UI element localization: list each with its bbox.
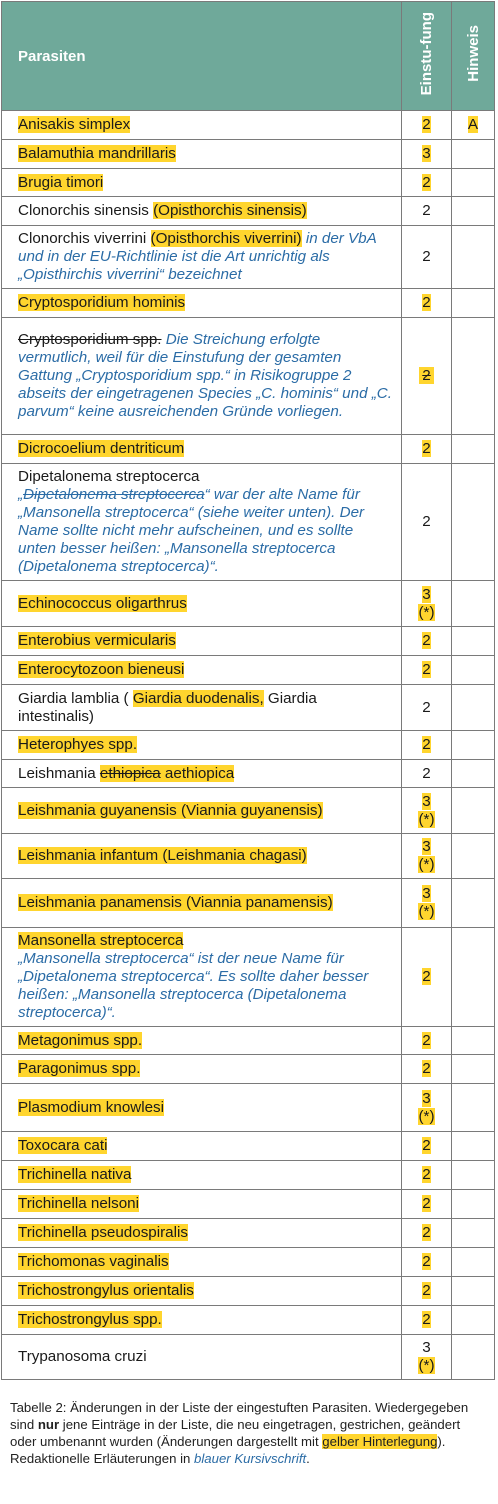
rating-cell <box>402 731 452 760</box>
table-row <box>2 788 495 834</box>
table-row <box>2 834 495 879</box>
rating-cell <box>402 1161 452 1190</box>
note-cell <box>452 140 495 169</box>
rating-cell <box>402 226 452 289</box>
parasite-name-cell <box>2 318 402 435</box>
parasite-name: Plasmodium knowlesi <box>18 1098 165 1116</box>
note-cell <box>452 435 495 464</box>
rating-cell <box>402 581 452 627</box>
note-cell <box>452 1055 495 1084</box>
rating-value: 2 <box>422 764 431 782</box>
note-cell <box>452 1084 495 1132</box>
editorial-quote: „ <box>18 486 24 503</box>
parasite-name: Balamuthia mandrillaris <box>18 145 176 162</box>
table-row <box>2 1027 495 1055</box>
parasite-name-cell <box>2 581 402 627</box>
header-parasites: Parasiten <box>2 2 402 111</box>
table-row <box>2 656 495 685</box>
rating-cell <box>402 788 452 834</box>
parasite-name: Metagonimus spp. <box>18 1031 143 1049</box>
parasite-name-cell <box>2 140 402 169</box>
header-rating <box>402 2 452 111</box>
note-cell <box>452 1335 495 1380</box>
note-cell <box>452 581 495 627</box>
rating-value: 2 <box>422 1253 431 1270</box>
rating-asterisk: (*) <box>418 903 435 920</box>
table-row <box>2 1219 495 1248</box>
table-row <box>2 685 495 731</box>
caption-text-2: jene Einträge in der Liste, die neu eingetragen, gestrichen, geändert oder umbenannt wurden (Änderungen dargestellt mit <box>10 1417 461 1449</box>
rating-cell <box>402 464 452 581</box>
table-row <box>2 1132 495 1161</box>
parasite-name: Leishmania <box>18 764 100 782</box>
rating-value: 2 <box>422 1311 431 1328</box>
rating-value: 3 <box>422 792 431 810</box>
table-row <box>2 1084 495 1132</box>
editorial-comment: „Mansonella streptocerca“ ist der neue Name für „Dipetalonema streptocerca“. Es sollte daher besser heißen: „Mansonella streptocerca (Dipetalonema streptocerca)“. <box>18 950 369 1021</box>
parasite-name-cell <box>2 169 402 197</box>
parasite-name-cell <box>2 760 402 788</box>
parasite-name: Echinococcus oligarthrus <box>18 594 187 612</box>
parasite-name: Dicrocoelium dentriticum <box>18 440 185 457</box>
note-cell <box>452 464 495 581</box>
rating-value: 3 <box>422 145 431 162</box>
parasite-name-cell <box>2 197 402 226</box>
rating-cell <box>402 685 452 731</box>
rating-asterisk: (*) <box>418 856 435 873</box>
rating-asterisk: (*) <box>418 810 435 828</box>
table-row <box>2 318 495 435</box>
parasite-table <box>1 1 495 1380</box>
rating-cell <box>402 1277 452 1306</box>
note-value: A <box>467 116 479 133</box>
parasite-name-cell <box>2 1161 402 1190</box>
parasite-name-cell <box>2 435 402 464</box>
parasite-name: Brugia timori <box>18 173 104 191</box>
parasite-name-cell <box>2 1306 402 1335</box>
parasite-name-cell <box>2 879 402 928</box>
table-row <box>2 879 495 928</box>
note-cell <box>452 788 495 834</box>
parasite-name: Cryptosporidium spp. <box>18 331 162 348</box>
rating-cell <box>402 1190 452 1219</box>
rating-value: 2 <box>422 173 431 191</box>
parasite-name: Anisakis simplex <box>18 116 131 133</box>
caption-note: blauer Kursivschrift <box>194 1451 307 1466</box>
parasite-name-cell <box>2 1190 402 1219</box>
rating-value: 2 <box>422 294 431 311</box>
rating-cell <box>402 834 452 879</box>
table-row <box>2 760 495 788</box>
header-rating-label: Einstu-fung <box>418 11 435 96</box>
parasite-name-cell <box>2 685 402 731</box>
table-row <box>2 111 495 140</box>
parasite-name: Giardia lamblia ( <box>18 689 129 707</box>
note-cell <box>452 1027 495 1055</box>
rating-value: 2 <box>422 1195 431 1212</box>
note-cell <box>452 627 495 656</box>
rating-value: 2 <box>422 116 431 133</box>
rating-cell <box>402 656 452 685</box>
parasite-name-cell <box>2 656 402 685</box>
rating-cell <box>402 1084 452 1132</box>
rating-value: 2 <box>422 1282 431 1299</box>
table-row <box>2 1306 495 1335</box>
rating-value: 2 <box>419 367 433 384</box>
rating-value: 2 <box>422 736 431 753</box>
parasite-name-cell <box>2 226 402 289</box>
note-cell <box>452 197 495 226</box>
parasite-name-highlight: aethiopica <box>160 764 235 782</box>
rating-value: 2 <box>422 968 431 985</box>
parasite-name-cell <box>2 1248 402 1277</box>
rating-value: 3 <box>422 885 431 902</box>
rating-cell <box>402 760 452 788</box>
parasite-name-cell <box>2 834 402 879</box>
parasite-name: Trypanosoma cruzi <box>18 1348 147 1365</box>
rating-cell <box>402 1027 452 1055</box>
parasite-name: Enterocytozoon bieneusi <box>18 661 185 678</box>
parasite-name-tail: Giardia intestinalis) <box>18 689 317 725</box>
parasite-name: Trichinella nativa <box>18 1166 132 1183</box>
parasite-name-cell <box>2 1055 402 1084</box>
table-row <box>2 928 495 1027</box>
parasite-name: Cryptosporidium hominis <box>18 294 186 311</box>
note-cell <box>452 1190 495 1219</box>
parasite-name-cell <box>2 464 402 581</box>
rating-value: 2 <box>422 1224 431 1241</box>
table-row <box>2 1335 495 1380</box>
rating-cell <box>402 318 452 435</box>
rating-cell <box>402 1132 452 1161</box>
parasite-name: Clonorchis sinensis <box>18 202 149 219</box>
rating-value: 3 <box>422 1339 431 1356</box>
parasite-name-cell <box>2 731 402 760</box>
parasite-name-cell <box>2 1132 402 1161</box>
note-cell <box>452 731 495 760</box>
parasite-name-cell <box>2 928 402 1027</box>
table-row <box>2 140 495 169</box>
parasite-name-cell <box>2 1084 402 1132</box>
editorial-comment: Die Streichung erfolgte vermutlich, weil für die Einstufung der gesamten Gattung „Cryptosporidium spp.“ in Risikogruppe 2 abseits der eingetragenen Species „C. hominis“ und „C. parvum“ keine ausreichenden Gründe vorliegen. <box>18 331 392 420</box>
rating-cell <box>402 111 452 140</box>
table-row <box>2 1248 495 1277</box>
table-row <box>2 627 495 656</box>
table-row <box>2 289 495 318</box>
parasite-name: Trichostrongylus spp. <box>18 1311 162 1328</box>
parasite-name-struck: ethiopica <box>99 764 161 782</box>
rating-cell <box>402 879 452 928</box>
table-row <box>2 1161 495 1190</box>
rating-value: 2 <box>422 248 431 265</box>
table-caption <box>10 1399 486 1467</box>
parasite-name: Leishmania guyanensis (Viannia guyanensis) <box>18 801 323 819</box>
rating-value: 2 <box>422 661 431 678</box>
parasite-name-cell <box>2 1335 402 1380</box>
caption-text-1: Tabelle 2: Änderungen in der Liste der eingestuften Parasiten. Wiedergegeben sind <box>10 1400 469 1432</box>
rating-asterisk: (*) <box>418 1357 435 1374</box>
parasite-name-cell <box>2 1219 402 1248</box>
note-cell <box>452 1132 495 1161</box>
parasite-name-cell <box>2 111 402 140</box>
parasite-name: Paragonimus spp. <box>18 1060 141 1077</box>
caption-text-3: ). Redaktionelle Erläuterungen in <box>10 1434 446 1466</box>
table-row <box>2 169 495 197</box>
parasite-name-highlight: (Opisthorchis viverrini) <box>150 230 302 247</box>
editorial-comment: in der VbA und in der EU-Richtlinie ist die Art unrichtig als „Opisthirchis viverrini“ bezeichnet <box>18 230 377 283</box>
table-row <box>2 197 495 226</box>
rating-cell <box>402 627 452 656</box>
parasite-name: Heterophyes spp. <box>18 736 138 753</box>
parasite-name: Enterobius vermicularis <box>18 632 176 649</box>
rating-cell <box>402 169 452 197</box>
parasite-name: Trichomonas vaginalis <box>18 1253 169 1270</box>
parasite-name-highlight: (Opisthorchis sinensis) <box>153 202 307 219</box>
note-cell <box>452 1219 495 1248</box>
parasite-name: Leishmania panamensis (Viannia panamensis) <box>18 894 333 911</box>
parasite-name: Toxocara cati <box>18 1137 108 1154</box>
rating-cell <box>402 197 452 226</box>
rating-value: 2 <box>422 1060 431 1077</box>
rating-asterisk: (*) <box>418 1107 435 1125</box>
header-note-label: Hinweis <box>464 25 482 82</box>
parasite-name: Mansonella streptocerca <box>18 932 184 949</box>
rating-cell <box>402 289 452 318</box>
table-row <box>2 464 495 581</box>
caption-text-4: . <box>306 1451 310 1466</box>
header-row <box>2 2 495 111</box>
table-row <box>2 435 495 464</box>
note-cell <box>452 685 495 731</box>
table-row <box>2 226 495 289</box>
rating-cell <box>402 435 452 464</box>
note-cell <box>452 169 495 197</box>
rating-asterisk: (*) <box>418 603 435 621</box>
rating-value: 2 <box>422 1137 431 1154</box>
table-row <box>2 1277 495 1306</box>
table-row <box>2 731 495 760</box>
rating-value: 2 <box>422 202 431 219</box>
parasite-name-cell <box>2 1027 402 1055</box>
table-row <box>2 1190 495 1219</box>
parasite-name: Dipetalonema streptocerca <box>18 468 200 485</box>
note-cell <box>452 318 495 435</box>
note-cell <box>452 226 495 289</box>
note-cell <box>452 111 495 140</box>
parasite-name: Clonorchis viverrini <box>18 230 147 247</box>
parasite-name-cell <box>2 627 402 656</box>
note-cell <box>452 1277 495 1306</box>
caption-highlight: gelber Hinterlegung <box>322 1434 438 1449</box>
note-cell <box>452 1306 495 1335</box>
rating-value: 2 <box>422 632 431 649</box>
table-row <box>2 1055 495 1084</box>
rating-cell <box>402 1248 452 1277</box>
parasite-name: Trichinella pseudospiralis <box>18 1224 188 1241</box>
note-cell <box>452 879 495 928</box>
note-cell <box>452 1161 495 1190</box>
rating-value: 2 <box>422 698 431 716</box>
note-cell <box>452 834 495 879</box>
parasite-name-cell <box>2 788 402 834</box>
rating-value: 2 <box>422 1166 431 1183</box>
rating-cell <box>402 1055 452 1084</box>
note-cell <box>452 1248 495 1277</box>
rating-value: 2 <box>422 1031 431 1049</box>
editorial-comment: “ war der alte Name für „Mansonella streptocerca“ (siehe weiter unten). Der Name sollte nicht mehr aufscheinen, und es sollte unten besser heißen: „Mansonella streptocerca (Dipetalonema streptocerca)“. <box>18 486 365 575</box>
header-note <box>452 2 495 111</box>
parasite-name-cell <box>2 289 402 318</box>
rating-value: 3 <box>422 1089 431 1107</box>
note-cell <box>452 760 495 788</box>
rating-value: 2 <box>422 440 431 457</box>
note-cell <box>452 289 495 318</box>
parasite-name-cell <box>2 1277 402 1306</box>
parasite-name: Leishmania infantum (Leishmania chagasi) <box>18 847 307 864</box>
note-cell <box>452 928 495 1027</box>
rating-cell <box>402 1335 452 1380</box>
parasite-name: Trichinella nelsoni <box>18 1195 139 1212</box>
editorial-struck-name: Dipetalonema streptocerca <box>23 486 205 503</box>
rating-cell <box>402 928 452 1027</box>
rating-cell <box>402 1306 452 1335</box>
rating-cell <box>402 1219 452 1248</box>
parasite-name: Trichostrongylus orientalis <box>18 1282 194 1299</box>
rating-cell <box>402 140 452 169</box>
parasite-name-highlight: Giardia duodenalis, <box>132 689 264 707</box>
table-body <box>2 111 495 1380</box>
rating-value: 3 <box>422 838 431 855</box>
table-row <box>2 581 495 627</box>
caption-bold: nur <box>37 1417 60 1432</box>
rating-value: 3 <box>422 585 431 603</box>
rating-value: 2 <box>422 513 431 530</box>
note-cell <box>452 656 495 685</box>
